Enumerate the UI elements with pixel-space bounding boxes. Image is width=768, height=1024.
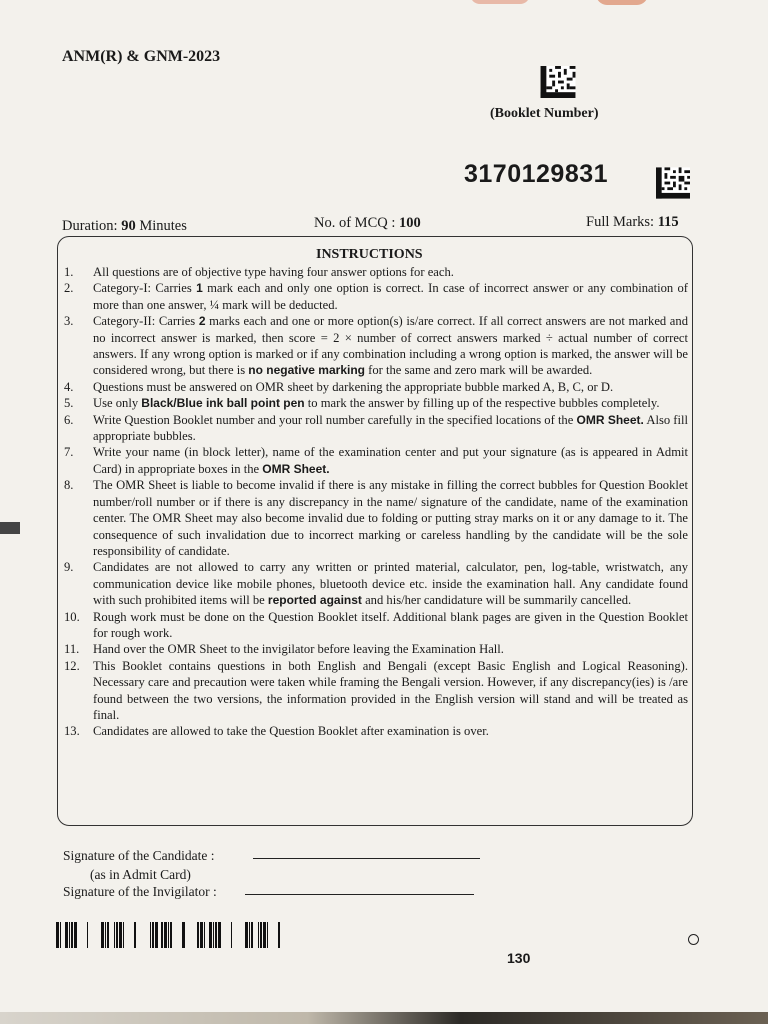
barcode-icon [56, 922, 286, 948]
candidate-signature-line[interactable] [253, 858, 480, 859]
instruction-number: 12. [64, 658, 80, 673]
qr-code-icon [656, 167, 690, 199]
instruction-number: 4. [64, 379, 74, 394]
invigilator-signature-line[interactable] [245, 894, 474, 895]
instruction-item [64, 609, 688, 642]
candidate-signature-label: Signature of the Candidate : [63, 848, 215, 863]
instruction-text: This Booklet contains questions in both English and Bengali (except Basic English and Logical Reasoning). Necessary care and precaution were taken while framing the Bengali version. However, if any discrepancy(ies) is /are found between the two versions, the information provided in the English version will stand and will be treated as final. [93, 658, 688, 722]
mcq-count-info [314, 215, 421, 232]
instruction-number: 1. [64, 265, 74, 279]
scan-smudge [470, 0, 530, 4]
instruction-text: Candidates are not allowed to carry any written or printed material, calculator, pen, log-table, wristwatch, any communication device like mobile phones, bluetooth device etc. inside the examination hall. Any candidate found with such prohibited items will be reported against and his/her candidature will be summarily cancelled. [93, 560, 688, 608]
instruction-text: Candidates are allowed to take the Question Booklet after examination is over. [93, 724, 489, 739]
instruction-item [64, 379, 688, 395]
instruction-item [64, 412, 688, 445]
mcq-label: No. of MCQ : [314, 215, 396, 231]
scan-smudge [596, 0, 648, 5]
instruction-number: 7. [64, 445, 74, 460]
full-marks-info [586, 214, 679, 231]
instruction-number: 2. [64, 281, 74, 296]
instruction-text: Write Question Booklet number and your roll number carefully in the specified locations of the OMR Sheet. Also fill appropriate bubbles. [93, 412, 689, 444]
instruction-item [64, 477, 688, 559]
instruction-text: All questions are of objective type having four answer options for each. [93, 265, 454, 279]
scan-bottom-edge [0, 1012, 768, 1024]
instructions-heading: INSTRUCTIONS [316, 247, 423, 262]
duration-value: 90 [121, 218, 136, 234]
instruction-text: Category-II: Carries 2 marks each and one or more option(s) is/are correct. If all correct answers are not marked and no incorrect answer is marked, then score = 2 × number of correct answers marked ÷ actual number of correct answers. If any wrong option is marked or if any combination including a wrong option is marked, the answer will be considered wrong, but there is no negative marking for the same and zero mark will be awarded. [93, 314, 688, 378]
instruction-text: Rough work must be done on the Question Booklet itself. Additional blank pages are given in the Question Booklet for rough work. [93, 609, 688, 640]
instruction-item [64, 641, 688, 657]
instruction-number: 13. [64, 724, 80, 739]
instruction-number: 5. [64, 396, 74, 411]
instruction-text: Use only Black/Blue ink ball point pen to mark the answer by filling up of the respective bubbles completely. [93, 396, 660, 411]
instruction-item [64, 658, 688, 724]
booklet-number: 3170129831 [464, 160, 609, 188]
instruction-item [64, 313, 688, 379]
page-number: 130 [507, 950, 531, 966]
marks-value: 115 [657, 214, 679, 230]
instruction-item [64, 264, 688, 280]
marks-label: Full Marks: [586, 214, 655, 230]
duration-info [62, 218, 187, 235]
instruction-item [64, 395, 688, 411]
instruction-item [64, 444, 688, 477]
booklet-number-caption: (Booklet Number) [490, 106, 599, 121]
duration-label: Duration: [62, 218, 118, 234]
instruction-item [64, 559, 688, 608]
instruction-text: Category-I: Carries 1 mark each and only one option is correct. In case of incorrect answer or any combination of more than one answer, ¼ mark will be deducted. [93, 281, 688, 312]
instruction-number: 6. [64, 412, 74, 427]
instruction-number: 11. [64, 642, 80, 657]
instruction-text: Questions must be answered on OMR sheet by darkening the appropriate bubble marked A, B, C, or D. [93, 379, 614, 394]
admit-card-note: (as in Admit Card) [90, 867, 191, 882]
instruction-number: 8. [64, 478, 74, 493]
instruction-number: 10. [64, 609, 80, 624]
invigilator-signature-label: Signature of the Invigilator : [63, 884, 217, 899]
edge-tab-mark [0, 522, 20, 534]
mcq-value: 100 [399, 215, 421, 231]
instruction-number: 3. [64, 314, 74, 329]
instruction-item [64, 723, 688, 739]
instruction-number: 9. [64, 560, 74, 575]
circle-mark-icon [688, 934, 699, 945]
qr-code-icon [540, 66, 576, 98]
instruction-text: The OMR Sheet is liable to become invalid if there is any mistake in filling the correct bubbles for Question Booklet number/roll number or if there is any discrepancy in the name/ signature of the candidate, name of the examination center. The OMR Sheet may also become invalid due to folding or putting stray marks on it or any damage to it. The consequence of such invalidation due to incorrect marking or careless handling by the candidate will be the sole responsibility of candidate. [93, 478, 688, 558]
instruction-text: Hand over the OMR Sheet to the invigilator before leaving the Examination Hall. [93, 642, 504, 657]
exam-title: ANM(R) & GNM-2023 [62, 48, 221, 65]
instruction-text: Write your name (in block letter), name of the examination center and put your signature (as is appeared in Admit Card) in appropriate boxes in the OMR Sheet. [93, 445, 688, 476]
instruction-item [64, 280, 688, 313]
instructions-list [64, 264, 688, 740]
duration-unit: Minutes [139, 218, 187, 234]
